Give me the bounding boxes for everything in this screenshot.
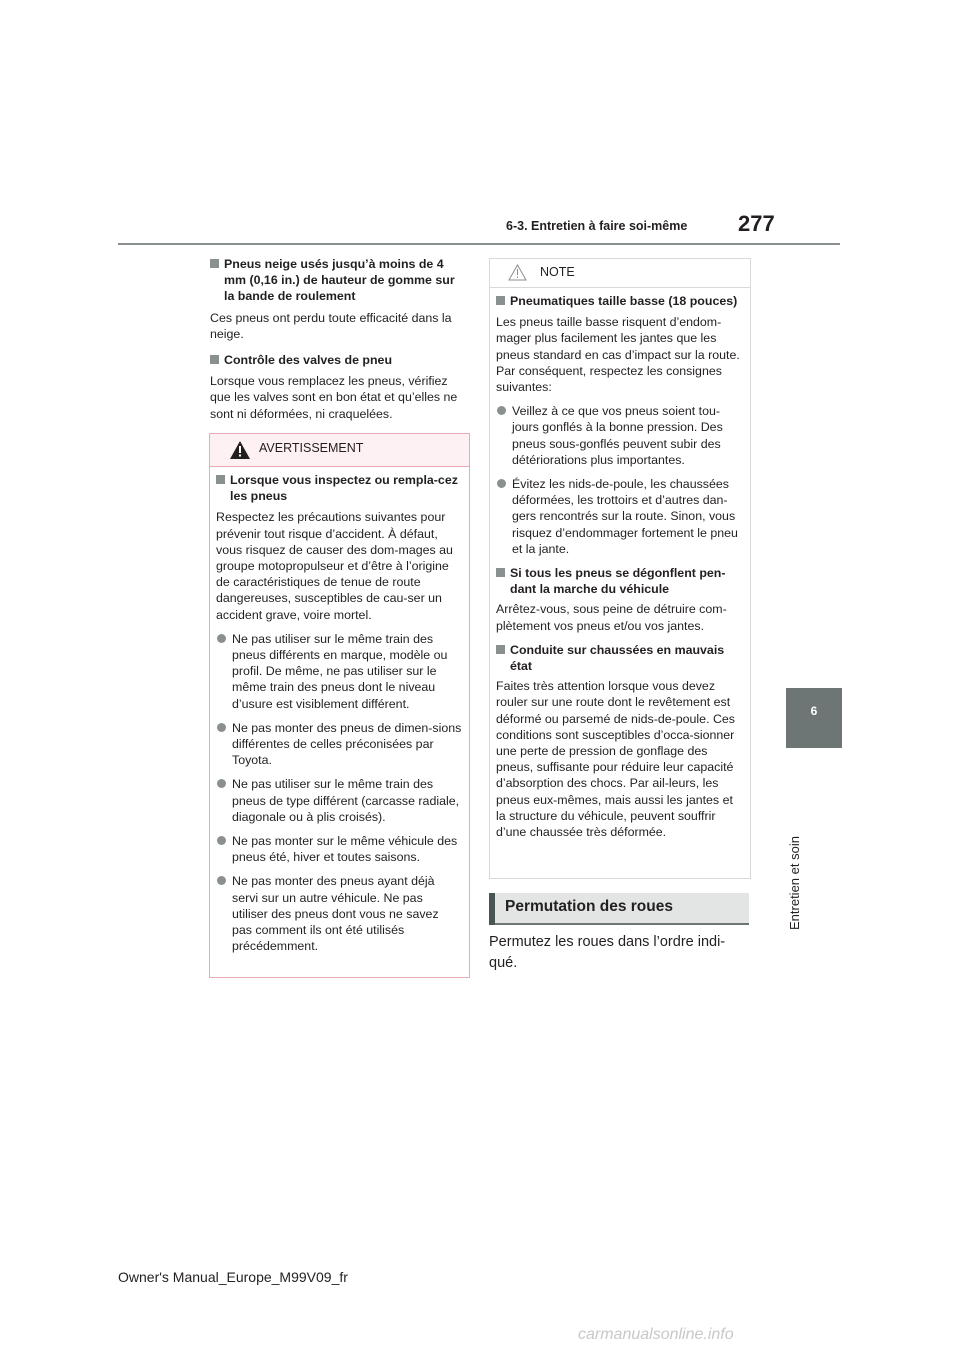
bullet-text: Veillez à ce que vos pneus soient tou-jours gonflés à la bonne pression. Des pneus sous-gonflés peuvent subir des détériorations plus importantes. — [512, 404, 723, 467]
paragraph: Arrêtez-vous, sous peine de détruire com-plètement vos pneus et/ou vos jantes. — [496, 602, 727, 633]
caution-triangle-icon — [508, 264, 527, 281]
bullet-text: Ne pas monter des pneus ayant déjà servi sur un autre véhicule. Ne pas utiliser des pneus dont vous ne savez pas comment ils ont été utilisés précédemment. — [232, 874, 439, 954]
circle-bullet-icon — [217, 779, 226, 788]
heading-text: Lorsque vous inspectez ou rempla-cez les pneus — [230, 473, 458, 504]
paragraph: Ces pneus ont perdu toute efficacité dans la neige. — [210, 310, 452, 341]
circle-bullet-icon — [497, 479, 506, 488]
square-bullet-icon — [496, 645, 505, 654]
square-bullet-icon — [210, 355, 219, 364]
warning-intro: Respectez les précautions suivantes pour prévenir tout risque d’accident. À défaut, vous risquez de causer des dom-mages au groupe motopropulseur et d’être à l’origine de caractéristiques de tenue de route dangereuses, susceptibles de cau-ser un accident grave, voire mortel. — [216, 510, 453, 622]
note-title: NOTE — [540, 265, 575, 279]
chapter-tab: 6 — [786, 688, 842, 748]
section-heading-permutation — [489, 893, 749, 925]
note-header — [490, 259, 750, 288]
header-divider — [118, 243, 840, 245]
heading-accent-bar — [489, 893, 495, 925]
permutation-text: Permutez les roues dans l’ordre indi-qué. — [489, 934, 726, 971]
note-heading — [496, 642, 742, 674]
circle-bullet-icon — [217, 634, 226, 643]
warning-header — [210, 434, 469, 467]
note-heading — [496, 293, 742, 309]
square-bullet-icon — [216, 475, 225, 484]
bullet-text: Ne pas monter sur le même véhicule des pneus été, hiver et toutes saisons. — [232, 834, 458, 865]
left-column — [210, 256, 468, 422]
chapter-label-text: Entretien et soin — [787, 836, 802, 930]
heading-text: Pneus neige usés jusqu’à moins de 4 mm (0,16 in.) de hauteur de gomme sur la bande de roulement — [224, 257, 455, 304]
heading-text: Contrôle des valves de pneu — [224, 353, 393, 368]
note-bullet — [496, 403, 742, 468]
circle-bullet-icon — [217, 836, 226, 845]
warning-content — [210, 467, 469, 954]
circle-bullet-icon — [217, 876, 226, 885]
square-bullet-icon — [496, 296, 505, 305]
heading-valves — [210, 352, 468, 368]
note-heading — [496, 565, 742, 597]
circle-bullet-icon — [497, 406, 506, 415]
note-bullet — [496, 476, 742, 557]
warning-heading — [216, 472, 462, 504]
page-number: 277 — [738, 211, 775, 236]
section-heading-text: Permutation des roues — [505, 898, 673, 915]
paragraph: Faites très attention lorsque vous devez rouler sur une route dont le revêtement est déformé ou parsemé de nids-de-poule. Ces conditions sont susceptibles d’occa-sionner une perte de pression de gonflage des pneus, suffisante pour réduire leur capacité d’absorption des chocs. Par ail-leurs, les pneus eux-mêmes, mais aussi les jantes et la structure du véhicule, peuvent souffrir d’une chaussée très déformée. — [496, 679, 735, 840]
heading-text: Pneumatiques taille basse (18 pouces) — [510, 294, 738, 308]
chapter-label — [787, 760, 807, 930]
bullet-text: Ne pas utiliser sur le même train des pneus différents en marque, modèle ou profil. De même, ne pas utiliser sur le même train des pneus dont le niveau d’usure est visiblement différent. — [232, 631, 448, 711]
warning-title: AVERTISSEMENT — [259, 441, 364, 455]
warning-bullet — [216, 631, 462, 712]
heading-text: Conduite sur chaussées en mauvais état — [510, 642, 725, 674]
warning-triangle-icon — [230, 441, 250, 459]
warning-bullet — [216, 833, 462, 865]
paragraph: Lorsque vous remplacez les pneus, vérifiez que les valves sont en bon état et qu’elles ne sont ni déformées, ni craquelées. — [210, 374, 458, 421]
note-content — [490, 288, 750, 840]
bullet-text: Ne pas utiliser sur le même train des pneus de type différent (carcasse radiale, diagonale ou à plis croisés). — [232, 777, 460, 824]
footer-text: Owner's Manual_Europe_M99V09_fr — [118, 1269, 348, 1285]
circle-bullet-icon — [217, 723, 226, 732]
bullet-text: Évitez les nids-de-poule, les chaussées déformées, les trottoirs et d’autres dan-gers rencontrés sur la route. Sinon, vous risquez d’endommager fortement le pneu et la jante. — [512, 477, 738, 556]
note-box — [489, 258, 751, 879]
section-title: 6-3. Entretien à faire soi-même — [506, 219, 688, 233]
watermark: carmanualsonline.info — [578, 1326, 734, 1343]
heading-text: Si tous les pneus se dégonflent pen-dant la marche du véhicule — [510, 566, 726, 597]
warning-bullet — [216, 776, 462, 825]
paragraph: Les pneus taille basse risquent d’endom-mager plus facilement les jantes que les pneus standard en cas d’impact sur la route. Par conséquent, respectez les consignes suivantes: — [496, 315, 740, 395]
warning-bullet — [216, 873, 462, 954]
warning-box — [209, 433, 470, 978]
square-bullet-icon — [210, 259, 219, 268]
warning-bullet — [216, 720, 462, 769]
heading-snow-tires — [210, 256, 468, 305]
bullet-text: Ne pas monter des pneus de dimen-sions différentes de celles préconisées par Toyota. — [232, 720, 462, 768]
square-bullet-icon — [496, 568, 505, 577]
